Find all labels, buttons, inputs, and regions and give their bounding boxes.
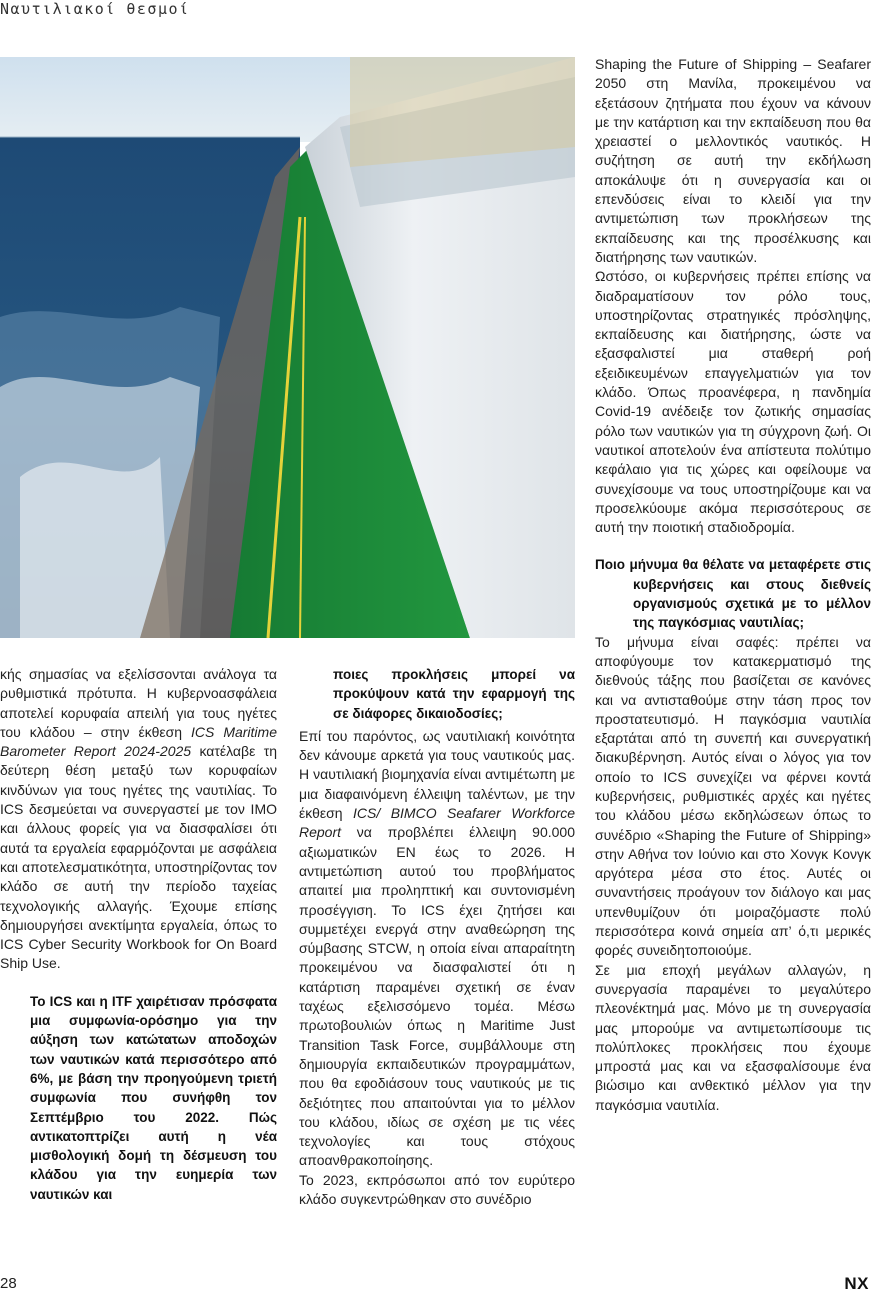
right-paragraph-2: Ωστόσο, οι κυβερνήσεις πρέπει επίσης να διαδραματίσουν τον ρόλο τους, υποστηρίζοντας στρατηγικές πρόσληψης, εκπαίδευσης και διατήρησης, ώστε να εξασφαλιστεί μια σταθερή ροή εξειδικευμένων επαγγελματιών για τον κλάδο. Όπως προανέφερα, η πανδημία Covid-19 ανέδειξε τον ζωτικής σημασίας ρόλο των ναυτικών για τη σύγχρονη ζωή. Οι ναυτικοί αποτελούν ένα απίστευτα πολύτιμο κεφάλαιο για τις χώρες και οφείλουμε να συνεχίσουμε να τους υποστηρίζουμε και να προσελκύουμε ακόμα περισσότερους σε αυτή την ποιοτική σταδιοδρομία.	[595, 268, 871, 536]
ship-deck-photo	[0, 57, 575, 638]
left-p1-italic: ICS Maritime Barometer Report 2024-2025	[0, 723, 277, 760]
right-column	[595, 55, 871, 1115]
middle-paragraph-2: Το 2023, εκπρόσωποι από τον ευρύτερο κλάδο συγκεντρώθηκαν στο συνέδριο	[299, 1171, 575, 1208]
right-paragraph-4: Σε μια εποχή μεγάλων αλλαγών, η συνεργασία παραμένει το μεγαλύτερο πλεονέκτημά μας. Μόνο με τη συνεργασία μας μπορούμε να αντιμετωπίσουμε τις πολύπλοκες προκλήσεις που έχουμε μπροστά μας και να εξασφαλίσουμε ένα βιώσιμο και ανθεκτικό μέλλον για την παγκόσμια ναυτιλία.	[595, 961, 871, 1113]
left-question: Το ICS και η ITF χαιρέτισαν πρόσφατα μια συμφωνία-ορόσημο για την αύξηση των κατώτατων αποδοχών των ναυτικών κατά περισσότερο από 6%, με βάση την προηγούμενη τριετή συμφωνία που συνήφθη τον Σεπτέμβριο του 2022. Πώς αντικατοπτρίζει αυτή η νέα μισθολογική δομή τη δέσμευση του κλάδου για την ευημερία των ναυτικών και	[30, 993, 277, 1202]
right-paragraph-1: Shaping the Future of Shipping – Seafarer 2050 στη Μανίλα, προκειμένου να εξετάσουν ζητήματα που έχουν να κάνουν με την κατάρτιση και την εκπαίδευση που θα χρειαστεί ο μελλοντικός ναυτικός. Η συζήτηση σε αυτή την εκδήλωση αποκάλυψε ότι η συνεργασία και οι επενδύσεις είναι το κλειδί για την αντιμετώπιση των προκλήσεων της εκπαίδευσης και της προσέλκυσης και διατήρησης των ναυτικών.	[595, 56, 871, 265]
middle-column	[299, 665, 575, 1209]
left-p1-text: κής σημασίας να εξελίσσονται ανάλογα τα ρυθμιστικά πρότυπα. Η κυβερνοασφάλεια αποτελεί κορυφαία απειλή για τους ηγέτες του κλάδου – στην έκθεση	[0, 666, 277, 740]
publication-logo: NX	[844, 1274, 869, 1293]
middle-p1-italic: ICS/ BIMCO Seafarer Workforce Report	[299, 805, 575, 841]
ship-deck-illustration	[0, 57, 575, 638]
middle-question-continued: ποιες προκλήσεις μπορεί να προκύψουν κατά την εφαρμογή της σε διάφορες δικαιοδοσίες;	[333, 667, 575, 721]
left-p1-rest: κατέλαβε τη δεύτερη θέση μεταξύ των κορυφαίων κινδύνων για τους ηγέτες της ναυτιλίας. Το ICS δεσμεύεται να συνεργαστεί με τον IMO και άλλους φορείς για να διασφαλίσει ότι αυτά τα εργαλεία εφαρμόζονται με ασφάλεια και αποτελεσματικότητα, υποστηρίζοντας τον κλάδο σε αυτή την περίοδο ταχείας τεχνολογικής αλλαγής. Έχουμε επίσης δημιουργήσει ανεκτίμητα εργαλεία, όπως το ICS Cyber Security Workbook for On Board Ship Use.	[0, 743, 278, 972]
right-question: Ποιο μήνυμα θα θέλατε να μεταφέρετε στις κυβερνήσεις και στους διεθνείς οργανισμούς σχετικά με το μέλλον της παγκόσμιας ναυτιλίας;	[595, 557, 871, 631]
middle-paragraph-1	[299, 727, 575, 1171]
middle-p1-text: Επί του παρόντος, ως ναυτιλιακή κοινότητα δεν κάνουμε αρκετά για τους ναυτικούς μας. Η ναυτιλιακή βιομηχανία είναι αντιμέτωπη με μια διαφαινόμενη έλλειψη ταλέντων, με την έκθεση	[299, 727, 575, 822]
left-paragraph-1	[0, 665, 277, 974]
section-title: Ναυτιλιακοί θεσμοί	[0, 0, 190, 18]
left-column	[0, 665, 277, 1204]
page-number: 28	[0, 1275, 17, 1292]
middle-p1-rest: να προβλέπει έλλειψη 90.000 αξιωματικών ΕΝ έως το 2026. Η αντιμετώπιση αυτού του προβλήματος απαιτεί μια προληπτική και συντονισμένη προσέγγιση. Το ICS έχει ζητήσει και συμμετέχει ενεργά στην αναθεώρηση της σύμβασης STCW, η οποία είναι απαραίτητη προκειμένου να διασφαλιστεί ότι η κατάρτιση παραμένει σχετική σε έναν ταχέως εξελισσόμενο τομέα. Μέσω πρωτοβουλιών όπως η Maritime Just Transition Task Force, συμβάλλουμε στη δημιουργία εκπαιδευτικών προγραμμάτων, που θα εφοδιάσουν τους ναυτικούς με τις δεξιότητες που απαιτούνται για το μέλλον του κλάδου, ιδίως σε σχέση με τις νέες τεχνολογίες και τους στόχους απoανθρακοποίησης.	[299, 824, 575, 1169]
right-paragraph-3: Το μήνυμα είναι σαφές: πρέπει να αποφύγουμε τον κατακερματισμό της διεθνούς τάξης που βασίζεται σε κανόνες και να αντισταθούμε στην τάση προς τον προστατευτισμό. Η παγκόσμια ναυτιλία εξαρτάται από τη συνεπή και συνεργατική διακυβέρνηση. Αυτός είναι ο λόγος για τον οποίο το ICS συνεχίζει να φέρνει κοντά κυβερνήσεις, ρυθμιστικές αρχές και ηγέτες του κλάδου μέσω εκδηλώσεων όπως το συνέδριο «Shaping the Future of Shipping» στην Αθήνα τον Ιούνιο και στο Χονγκ Κονγκ αργότερα μέσα στο έτος. Αυτές οι συναντήσεις προάγουν τον διάλογο και μας υπενθυμίζουν ότι μοιραζόμαστε πολύ περισσότερα κοινά σημεία απ’ ό,τι μερικές φορές συνειδητοποιούμε.	[595, 633, 871, 959]
